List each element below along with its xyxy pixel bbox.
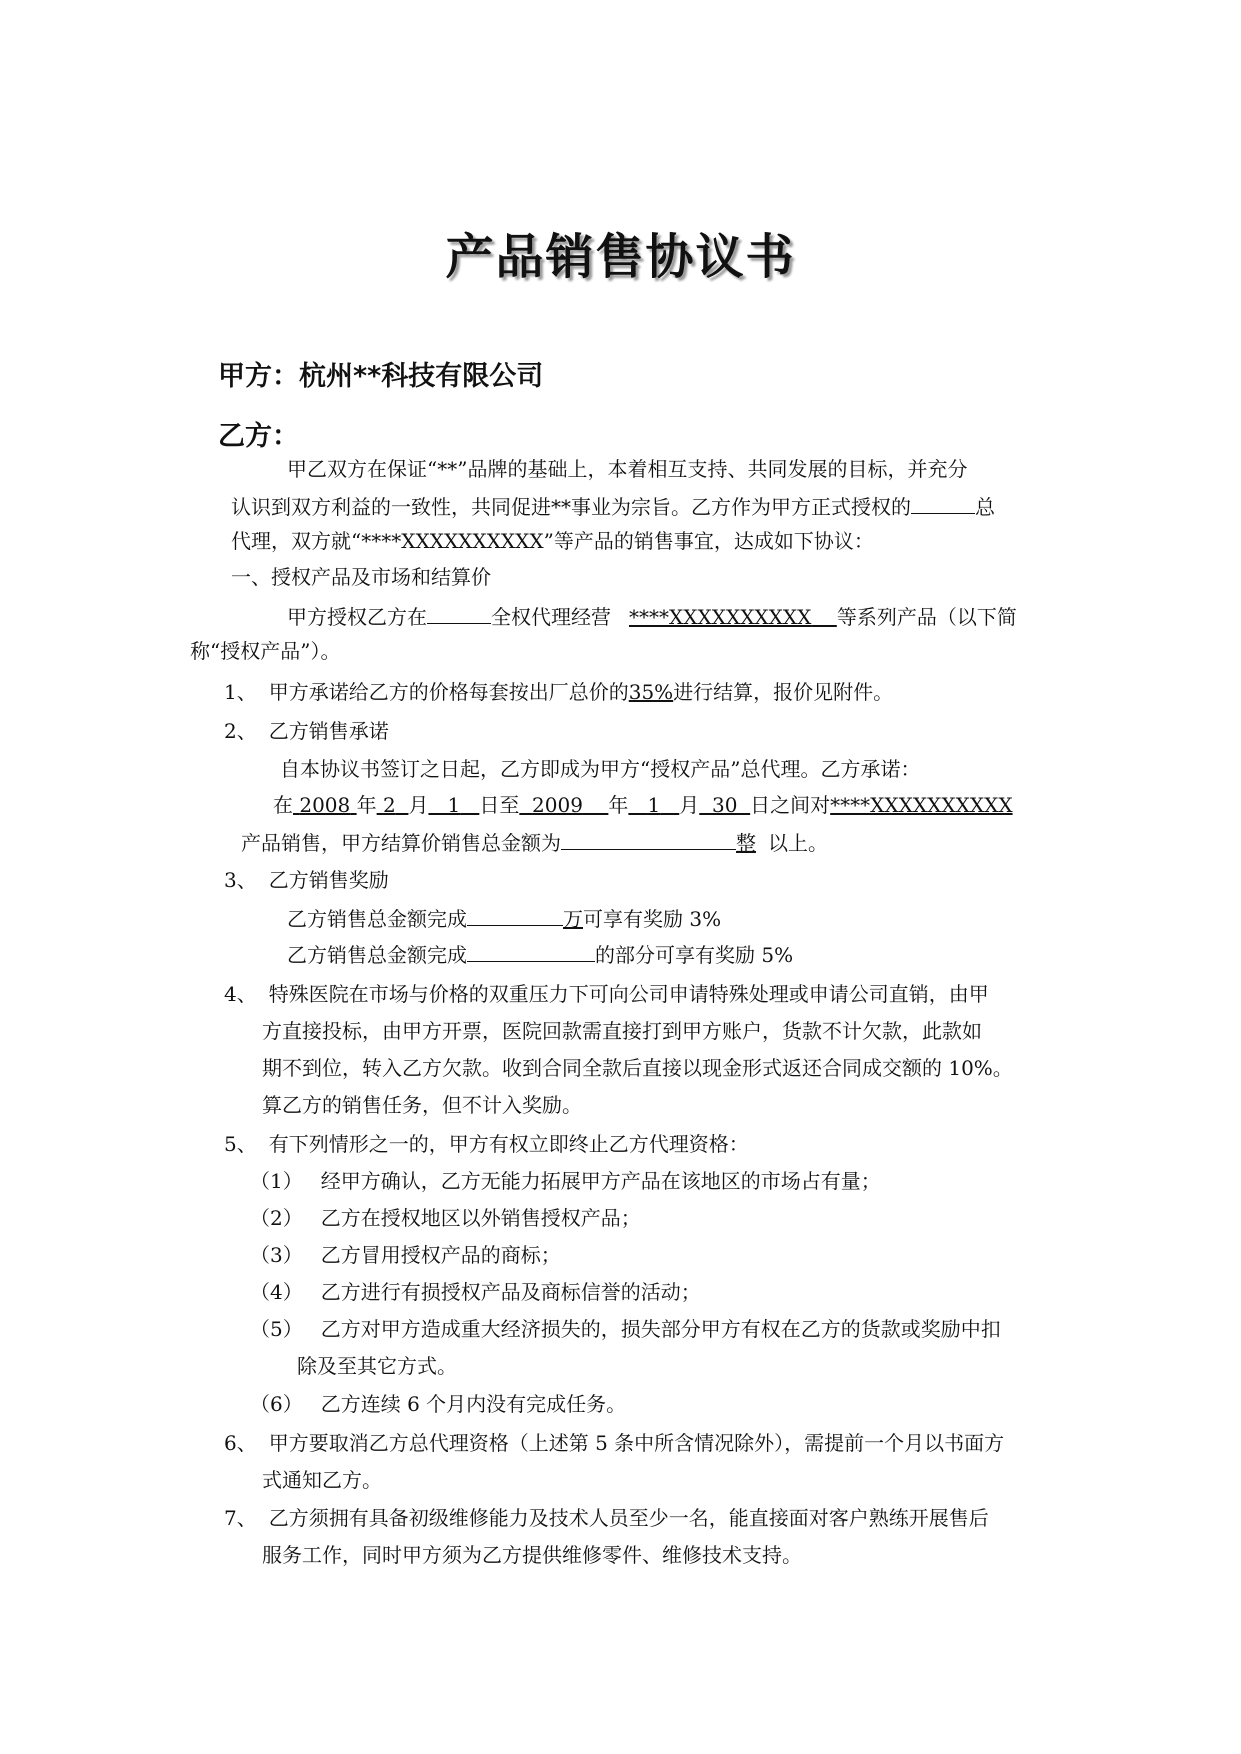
reward-2-text: 乙方销售总金额完成 bbox=[287, 943, 467, 967]
text-year-2: 年 bbox=[608, 793, 629, 817]
item-1-num: 1、 bbox=[224, 680, 257, 704]
party-b: 乙方： bbox=[218, 421, 299, 452]
item-2-title: 乙方销售承诺 bbox=[268, 719, 389, 743]
end-day: 30 bbox=[712, 793, 738, 817]
start-month: 2 bbox=[382, 793, 396, 817]
intro-line-2-end: 总 bbox=[975, 495, 995, 519]
reward-2-amount-blank bbox=[467, 941, 595, 962]
area-blank bbox=[427, 603, 491, 624]
sub-2-num: （2） bbox=[250, 1206, 303, 1230]
item-5-sub-4 bbox=[250, 1280, 701, 1304]
section-1-line-2: 称“授权产品”）。 bbox=[190, 639, 341, 663]
sub-5-text: 乙方对甲方造成重大经济损失的，损失部分甲方有权在乙方的货款或奖励中扣 bbox=[320, 1317, 1001, 1341]
item-1-text: 甲方承诺给乙方的价格每套按出厂总价的 bbox=[268, 680, 629, 704]
reward-2-rate: 的部分可享有奖励 5% bbox=[595, 943, 794, 967]
reward-line-1 bbox=[287, 905, 721, 931]
section-1-heading: 一、授权产品及市场和结算价 bbox=[231, 565, 491, 589]
text-day-to: 日至 bbox=[479, 793, 520, 817]
item-4-line-3: 期不到位，转入乙方欠款。收到合同全款后直接以现金形式返还合同成交额的 10%。 bbox=[262, 1056, 1013, 1080]
text-day-between: 日之间对 bbox=[750, 793, 831, 817]
end-month: 1 bbox=[647, 793, 661, 817]
intro-line-1: 甲乙双方在保证“**”品牌的基础上，本着相互支持、共同发展的目标，并充分 bbox=[287, 457, 968, 481]
reward-1-text: 乙方销售总金额完成 bbox=[287, 907, 467, 931]
promised-product-name: ****XXXXXXXXXX bbox=[830, 793, 1013, 817]
item-3-title: 乙方销售奖励 bbox=[268, 868, 389, 892]
item-6-text-1: 甲方要取消乙方总代理资格（上述第 5 条中所含情况除外），需提前一个月以书面方 bbox=[268, 1431, 1005, 1455]
item-7-line-2: 服务工作，同时甲方须为乙方提供维修零件、维修技术支持。 bbox=[262, 1543, 802, 1567]
item-2-line-2 bbox=[273, 793, 1013, 817]
settlement-rate: 35% bbox=[628, 680, 674, 704]
sub-1-text: 经甲方确认，乙方无能力拓展甲方产品在该地区的市场占有量； bbox=[320, 1169, 881, 1193]
section-1-line-1 bbox=[287, 603, 1017, 629]
section-1-text-b: 全权代理经营 bbox=[491, 605, 611, 629]
section-1-text-c: 等系列产品（以下简 bbox=[836, 605, 1017, 629]
item-2-line-1: 自本协议书签订之日起，乙方即成为甲方“授权产品”总代理。乙方承诺： bbox=[280, 757, 921, 781]
item-1 bbox=[224, 680, 893, 704]
item-6-num: 6、 bbox=[224, 1431, 257, 1455]
item-4-num: 4、 bbox=[224, 982, 257, 1006]
item-5-sub-1 bbox=[250, 1169, 881, 1193]
reward-1-rate: 可享有奖励 3% bbox=[583, 907, 722, 931]
text-month: 月 bbox=[408, 793, 429, 817]
authorized-product-name: ****XXXXXXXXXX bbox=[629, 605, 812, 629]
sub-5-num: （5） bbox=[250, 1317, 303, 1341]
item-5-sub-6 bbox=[250, 1392, 626, 1416]
reward-1-amount-blank bbox=[467, 905, 563, 926]
intro-line-2-text: 认识到双方利益的一致性，共同促进**事业为宗旨。乙方作为甲方正式授权的 bbox=[231, 495, 911, 519]
sub-1-num: （1） bbox=[250, 1169, 303, 1193]
item-1-text-end: 进行结算，报价见附件。 bbox=[673, 680, 894, 704]
sub-2-text: 乙方在授权地区以外销售授权产品； bbox=[320, 1206, 641, 1230]
party-a: 甲方：杭州**科技有限公司 bbox=[218, 361, 544, 392]
sub-3-text: 乙方冒用授权产品的商标； bbox=[320, 1243, 561, 1267]
intro-line-3: 代理，双方就“****XXXXXXXXXX”等产品的销售事宜，达成如下协议： bbox=[231, 529, 874, 553]
item-6-line-2: 式通知乙方。 bbox=[262, 1468, 382, 1492]
item-7-text-1: 乙方须拥有具备初级维修能力及技术人员至少一名，能直接面对客户熟练开展售后 bbox=[268, 1506, 989, 1530]
sub-4-num: （4） bbox=[250, 1280, 303, 1304]
item-6-line-1 bbox=[224, 1431, 1004, 1455]
start-year: 2008 bbox=[299, 793, 351, 817]
item-4-line-1 bbox=[224, 982, 989, 1006]
item-5-heading bbox=[224, 1132, 749, 1156]
item-5-sub-3 bbox=[250, 1243, 561, 1267]
item-7-num: 7、 bbox=[224, 1506, 257, 1530]
sub-6-num: （6） bbox=[250, 1392, 303, 1416]
text-wan: 万 bbox=[563, 907, 583, 931]
start-day: 1 bbox=[447, 793, 461, 817]
text-zai: 在 bbox=[273, 793, 293, 817]
reward-line-2 bbox=[287, 941, 793, 967]
end-year: 2009 bbox=[532, 793, 583, 817]
item-5-sub-5 bbox=[250, 1317, 1001, 1341]
item-4-line-2: 方直接投标，由甲方开票，医院回款需直接打到甲方账户，货款不计欠款，此款如 bbox=[262, 1019, 982, 1043]
section-1-text-a: 甲方授权乙方在 bbox=[287, 605, 427, 629]
item-3-num: 3、 bbox=[224, 868, 257, 892]
item-4-text-1: 特殊医院在市场与价格的双重压力下可向公司申请特殊处理或申请公司直销，由甲 bbox=[268, 982, 989, 1006]
item-5-num: 5、 bbox=[224, 1132, 257, 1156]
item-2-num: 2、 bbox=[224, 719, 257, 743]
sub-4-text: 乙方进行有损授权产品及商标信誉的活动； bbox=[320, 1280, 701, 1304]
item-7-line-1 bbox=[224, 1506, 989, 1530]
document-title: 产品销售协议书 bbox=[445, 229, 796, 285]
sub-6-text: 乙方连续 6 个月内没有完成任务。 bbox=[320, 1392, 627, 1416]
item-5-sub-5-cont: 除及至其它方式。 bbox=[297, 1354, 457, 1378]
text-month-2: 月 bbox=[679, 793, 700, 817]
item-2-line-3-text: 产品销售，甲方结算价销售总金额为 bbox=[241, 831, 561, 855]
item-4-line-4: 算乙方的销售任务，但不计入奖励。 bbox=[262, 1093, 582, 1117]
text-year: 年 bbox=[356, 793, 377, 817]
text-zheng: 整 bbox=[736, 831, 756, 855]
total-amount-blank bbox=[561, 829, 736, 850]
item-5-title: 有下列情形之一的，甲方有权立即终止乙方代理资格： bbox=[268, 1132, 749, 1156]
item-5-sub-2 bbox=[250, 1206, 641, 1230]
item-3-heading bbox=[224, 868, 389, 892]
item-2-line-3-end: 以上。 bbox=[768, 831, 828, 855]
item-2-line-3 bbox=[241, 829, 828, 855]
intro-line-2 bbox=[231, 493, 995, 519]
item-2-heading bbox=[224, 719, 389, 743]
sub-3-num: （3） bbox=[250, 1243, 303, 1267]
region-blank bbox=[911, 493, 975, 514]
